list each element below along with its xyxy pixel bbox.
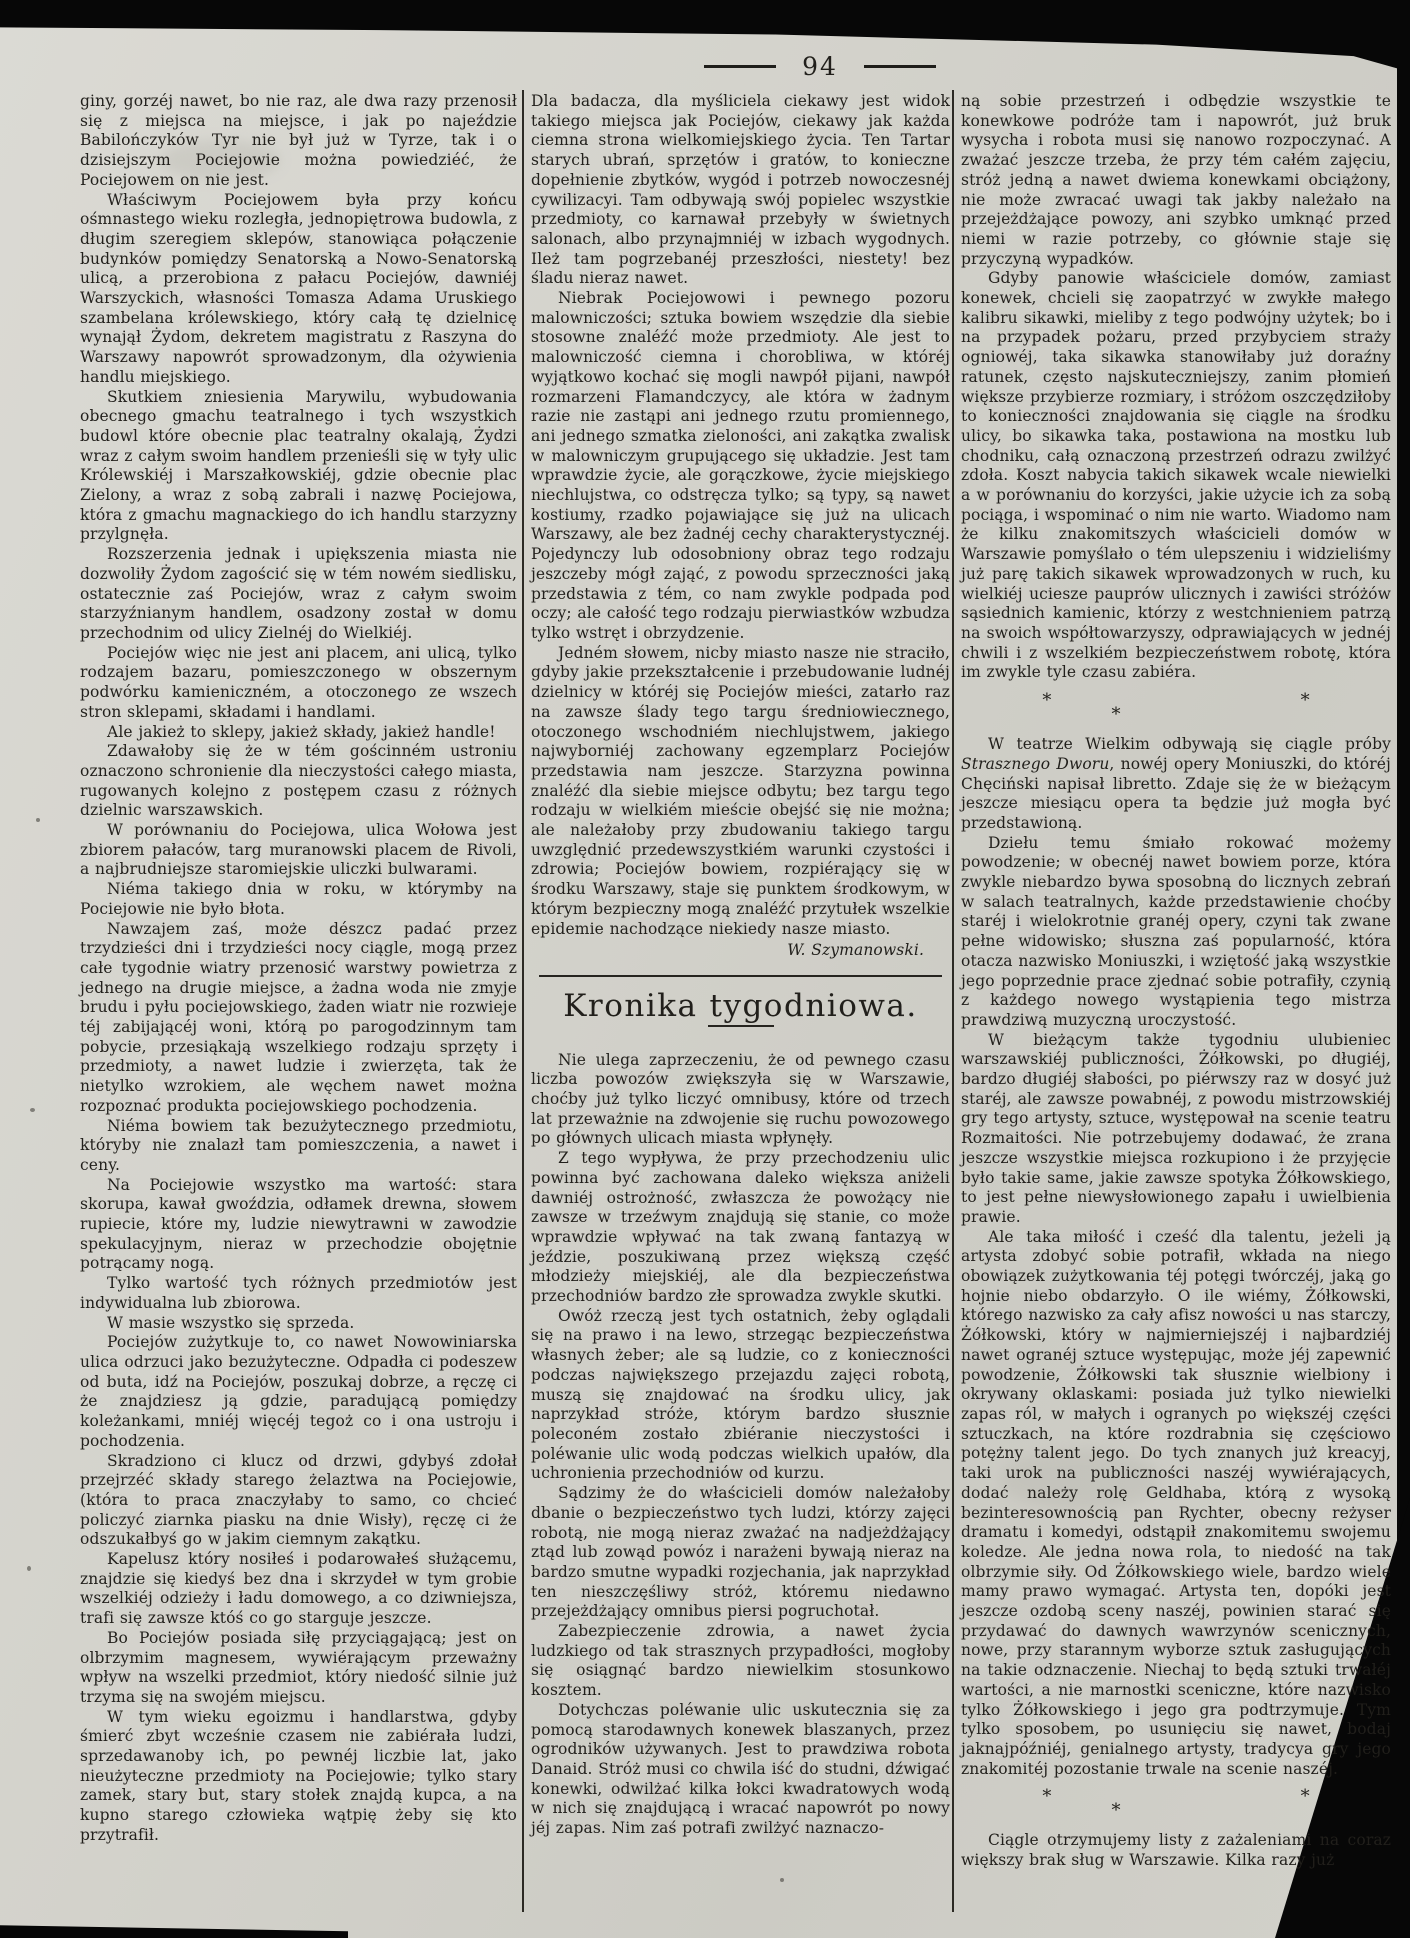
column-3 bbox=[961, 92, 1391, 1871]
paragraph: Pociejów zużytkuje to, co nawet Nowowiniarska ulica odrzuci jako bezużyteczne. Odpadła ci podeszew od buta, idź na Pociejów, poszukaj dobrze, a ręczę ci że znajdziesz ją gdzie, paradującą pomiędzy koleżankami, mniéj więcéj tegoż co i ona ustroju i pochodzenia. bbox=[80, 1333, 517, 1450]
paragraph: Dla badacza, dla myśliciela ciekawy jest widok takiego miejsca jak Pociejów, ciekawy jak każda ciemna strona wielkomiejskiego życia. Ten Tartar starych ubrań, sprzętów i gratów, to konieczne dopełnienie zbytków, wygód i potrzeb nowoczesnéj cywilizacyi. Tam odbywają swój popielec wszystkie przedmioty, co karnawał przebyły w świetnych salonach, albo przynajmniéj w izbach wygodnych. Ileż tam pogrzebanéj przeszłości, niestety! bez śladu nieraz nawet. bbox=[531, 92, 950, 288]
asterisk: * bbox=[1042, 1786, 1052, 1808]
header-dash-right bbox=[864, 65, 936, 68]
column-1 bbox=[80, 92, 517, 1846]
paragraph: W masie wszystko się sprzeda. bbox=[107, 1313, 355, 1332]
asterisk: * bbox=[1300, 690, 1310, 712]
column-rule-1 bbox=[522, 90, 524, 1912]
paragraph: Pociejów więc nie jest ani placem, ani ulicą, tylko rodzajem bazaru, pomieszczonego w obszernym podwórku kamieniczném, a otoczonego ze wszech stron sklepami, składami i handlami. bbox=[80, 643, 517, 721]
asterisk: * bbox=[1111, 1800, 1121, 1822]
section-heading: Kronika tygodniowa. bbox=[563, 987, 918, 1024]
paragraph: Skutkiem zniesienia Marywilu, wybudowania obecnego gmachu teatralnego i tych wszystkich budowl które obecnie plac teatralny okalają, Żydzi wraz z całym swoim handlem przenieśli się w tyły ulic Królewskiéj i Marszałkowskiéj, gdzie obecnie plac Zielony, a wraz z sobą zabrali i nazwę Pociejowa, która z gmachu magnackiego do ich handlu starzyzny przylgnęła. bbox=[80, 387, 517, 544]
paragraph: ną sobie przestrzeń i odbędzie wszystkie te konewkowe podróże tam i napowrót, już bruk wysycha i robota musi się nanowo rozpoczynać. A zważać jeszcze trzeba, że przy tém całém zajęciu, stróż jedną a nawet dwiema konewkami obciążony, nie może zwracać uwagi tak jakby należało na przejeżdżające powozy, ani szybko umknąć przed niemi w razie potrzeby, co głównie staje się przyczyną wypadków. bbox=[961, 92, 1391, 268]
column-2 bbox=[531, 92, 950, 1839]
asterisk: * bbox=[1042, 690, 1052, 712]
page-header bbox=[630, 52, 1010, 81]
paragraph: Skradziono ci klucz od drzwi, gdybyś zdołał przejrzéć składy starego żelaztwa na Pociejowie, (która to praca znaczyłaby to samo, co chcieć policzyć ziarnka piasku na dnie Wisły), ręczę ci że odszukałbyś go w jakim ciemnym zakątku. bbox=[80, 1451, 517, 1549]
paragraph: Sądzimy że do właścicieli domów należałoby dbanie o bezpieczeństwo tych ludzi, którzy zajęci robotą, nie mogą nieraz zważać na nadjeżdżający ztąd lub zowąd powóz i narażeni bywają nieraz na bardzo smutne wypadki rozjechania, jak naprzykład ten nieszczęśliwy stróż, któremu niedawno przejeżdżający omnibus piersi pogruchotał. bbox=[531, 1484, 950, 1621]
paragraph: W porównaniu do Pociejowa, ulica Wołowa jest zbiorem pałaców, targ muranowski placem de Rivoli, a najbrudniejsze staromiejskie uliczki bulwarami. bbox=[80, 821, 517, 879]
paragraph: Bo Pociejów posiada siłę przyciągającą; jest on olbrzymim magnesem, wywiérającym przeważny wpływ na wszelki przedmiot, który niedość silnie już trzyma się na swojém miejscu. bbox=[80, 1628, 517, 1706]
scan-speck bbox=[27, 1566, 31, 1571]
paragraph: Zabezpieczenie zdrowia, a nawet życia ludzkiego od tak strasznych przypadłości, mogłoby się osiągnąć bardzo niewielkim stosunkowo kosztem. bbox=[531, 1622, 950, 1700]
paragraph: Niéma bowiem tak bezużytecznego przedmiotu, któryby nie znalazł tam pomieszczenia, a nawet i ceny. bbox=[80, 1116, 517, 1174]
paragraph: Ale taka miłość i cześć dla talentu, jeżeli ją artysta zdobyć sobie potrafił, wkłada na niego obowiązek zużytkowania téj potęgi twórczéj, jaką go hojnie niebo obdarzyło. O ile wiémy, Żółkowski, którego nazwisko za cały afisz nowości u nas starczy, Żółkowski, który w najmierniejszéj i najbardziéj nawet ogranéj sztuce występując, może jéj zapewnić powodzenie, Żółkowski tak słusznie wielbiony i okrywany oklaskami: posiada już tylko niewielki zapas ról, w małych i ogranych po większéj części sztuczkach, na które rozdrabnia się częściowo potężny talent jego. Do tych znanych już kreacyj, taki urok na publiczności naszéj wywiérających, dodać należy rolę Geldhaba, którą z wysoką bezinteresownością pan Rychter, obecny reżyser dramatu i komedyi, odstąpił znakomitemu swojemu koledze. Ale jedna nowa rola, to niedość na tak olbrzymie siły. Od Żółkowskiego wiele, bardzo wiele mamy prawo wymagać. Artysta ten, dopóki jest jeszcze ozdobą sceny naszéj, powinien starać się przydawać do dawnych wawrzynów scenicznych, nowe, przy starannym wyborze sztuk zasługujących na takie odznaczenie. Niechaj to będą sztuki trwałéj wartości, a nie marnostki sceniczne, które nazwisko tylko Żółkowskiego i jego gra podtrzymuje. Tym tylko sposobem, po usunięciu się nawet, bodaj jaknajpóźniéj, genialnego artysty, tradycya gry jego znakomitéj pozostanie trwale na scenie naszéj. bbox=[961, 1227, 1391, 1778]
column-rule-2 bbox=[952, 90, 954, 1912]
paragraph: Kapelusz który nosiłeś i podarowałeś służącemu, znajdzie się kiedyś bez dna i skrzydeł w tym grobie wszelkiéj odzieży i ładu domowego, a co dziwniejsza, trafi się zawsze któś co go starguje jeszcze. bbox=[80, 1550, 517, 1628]
paragraph: W tym wieku egoizmu i handlarstwa, gdyby śmierć zbyt wcześnie czasem nie zabiérała ludzi, sprzedawanoby ich, po pewnéj liczbie lat, jako nieużyteczne przedmioty na Pociejowie; tylko stary zamek, stary but, stary stołek znajdą kupca, a na kupno starego człowieka wątpię żeby się kto przytrafił. bbox=[80, 1707, 517, 1844]
paragraph: W bieżącym także tygodniu ulubieniec warszawskiéj publiczności, Żółkowski, po długiéj, bardzo długiéj słabości, po piérwszy raz w dosyć już staréj, ale zawsze powabnéj, z powodu mistrzowskiéj gry tego artysty, sztuce, występował na scenie teatru Rozmaitości. Nie potrzebujemy dodawać, że zrana jeszcze wszystkie miejsca rozkupiono i że przyjęcie było takie same, jakie zawsze spotyka Żółkowskiego, to jest pełne niewysłowionego zapału i uwielbienia prawie. bbox=[961, 1030, 1391, 1226]
page-number: 94 bbox=[802, 52, 838, 81]
theatre-news bbox=[961, 735, 1391, 1779]
kronika-body bbox=[531, 1051, 950, 1839]
section-divider-rule bbox=[539, 975, 941, 977]
paragraph: Dotychczas poléwanie ulic uskutecznia się za pomocą starodawnych konewek blaszanych, przez ogrodników używanych. Jest to prawdziwa robota Danaid. Stróż musi co chwila iść do studni, dźwigać konewki, odwilżać kilka łokci kwadratowych wodą w nich się znajdującą i wracać napowrót po nowy jéj zapas. Nim zaś potrafi zwilżyć naznaczo- bbox=[531, 1700, 950, 1838]
asterisk: * bbox=[1300, 1786, 1310, 1808]
asterisk: * bbox=[1111, 704, 1121, 726]
paragraph: Na Pociejowie wszystko ma wartość: stara skorupa, kawał gwoździa, odłamek drewna, słowem rupiecie, które my, ludzie niewytrawni w zawodzie spekulacyjnym, nieraz w przechodzie obojętnie potrącamy nogą. bbox=[80, 1175, 517, 1273]
article-signature: W. Szymanowski. bbox=[787, 941, 924, 960]
paragraph: Gdyby panowie właściciele domów, zamiast konewek, chcieli się zaopatrzyć w zwykłe małego kalibru sikawki, mieliby z tego podwójny użytek; bo i na przypadek pożaru, przed przybyciem straży ogniowéj, taka sikawka stanowiłaby już doraźny ratunek, często najskuteczniejszy, zanim płomień większe przybierze rozmiary, i stróżom oszczędziłoby to konieczności znajdowania się ciągle na środku ulicy, bo sikawka taka, postawiona na mostku lub chodniku, całą oznaczoną przestrzeń odrazu zwilżyć zdoła. Koszt nabycia takich sikawek wcale niewielki a w porównaniu do korzyści, jakie użycie ich za sobą pociąga, i wspominać o nim nie warto. Wiadomo nam że kilku znakomitszych właścicieli domów w Warszawie pomyślało o tém ulepszeniu i widzieliśmy już parę takich sikawek wprowadzonych w ruch, ku wielkiéj uciesze pauprów ulicznych i zawiści stróżów sąsiednich kamienic, którzy z westchnieniem patrzą na swoich współtowarzyszy, odprawiających w jednéj chwili i z wszelkiém bezpieczeństwem robotę, która im zwykle tyle czasu zabiéra. bbox=[961, 269, 1391, 682]
scan-speck bbox=[30, 1108, 35, 1112]
paragraph: Owóż rzeczą jest tych ostatnich, żeby oglądali się na prawo i na lewo, strzegąc bezpieczeństwa własnych żeber; ale są ludzie, co z konieczności podczas największego przejazdu zajęci robotą, muszą się znajdować na środku ulicy, jak naprzykład stróże, którym bardzo słusznie poleconém zostało zbiéranie nieczystości i poléwanie ulic wodą podczas wielkich upałów, dla uchronienia przechodniów od kurzu. bbox=[531, 1306, 950, 1483]
asterisk-separator bbox=[961, 691, 1391, 733]
paragraph: Ciągle otrzymujemy listy z zażaleniami na coraz większy brak sług w Warszawie. Kilka razy już bbox=[961, 1831, 1391, 1870]
paragraph: Ale jakież to sklepy, jakież składy, jakież handle! bbox=[107, 722, 496, 741]
paragraph: Nie ulega zaprzeczeniu, że od pewnego czasu liczba powozów zwiększyła się w Warszawie, choćby już tylko liczyć omnibusy, które od trzech lat przeważnie na zdwojenie się ruchu powozowego po głównych ulicach miasta wpłynęły. bbox=[531, 1050, 950, 1148]
scan-edge-bottom-left bbox=[0, 1923, 348, 1938]
paragraph: Zdawałoby się że w tém gościnném ustroniu oznaczono schronienie dla nieczystości całego miasta, rugowanych kolejno z postępem czasu z różnych dzielnic warszawskich. bbox=[80, 742, 517, 820]
paragraph: Niéma takiego dnia w roku, w którymby na Pociejowie nie było błota. bbox=[80, 880, 517, 918]
article-ending bbox=[531, 92, 950, 939]
asterisk-separator bbox=[961, 1787, 1391, 1829]
paragraph: Właściwym Pociejowem była przy końcu ośmnastego wieku rozległa, jednopiętrowa budowla, z długim szeregiem sklepów, stanowiąca połączenie budynków pomiędzy Senatorską a Nowo-Senatorską ulicą, a przerobiona z pałacu Pociejów, dawniéj Warszyckich, własności Tomasza Adama Uruskiego szambelana królewskiego, który całą tę dzielnicę wynajął Żydom, dekretem magistratu z Raszyna do Warszawy napowrót sprowadzonym, dla ożywienia handlu miejskiego. bbox=[80, 190, 517, 386]
scan-speck bbox=[780, 1878, 784, 1882]
paragraph: Nawzajem zaś, może dészcz padać przez trzydzieści dni i trzydzieści nocy ciągle, mogą przez całe tygodnie wiatry przenosić warstwy powietrza z jednego na drugie miejsce, a żadna woda nie zmyje brudu i pyłu pociejowskiego, żaden wiatr nie rozwieje téj zabijającéj woni, którą po parogodzinnym tam pobycie, przesiąkają wszelkiego rodzaju sprzęty i przedmioty, a nawet ludzie i zwierzęta, tak że nietylko wzrokiem, ale węchem nawet można rozpoznać produkta pociejowskiego pochodzenia. bbox=[80, 919, 517, 1115]
servants-complaints bbox=[961, 1831, 1391, 1870]
paragraph: W teatrze Wielkim odbywają się ciągle próby Strasznego Dworu, nowéj opery Moniuszki, do któréj Chęciński napisał libretto. Zdaje się że w bieżącym jeszcze miesiącu opera ta będzie już mogła być przedstawioną. bbox=[961, 735, 1391, 832]
paragraph: Dziełu temu śmiało rokować możemy powodzenie; w obecnéj nawet bowiem porze, która zwykle niebardzo bywa sposobną do licznych zebrań w salach teatralnych, każde przedstawienie choćby staréj i wielokrotnie granéj opery, czyni tak zwane pełne widowisko; słuszna zaś popularność, która otacza nazwisko Moniuszki, i wziętość jaką wszystkie jego poprzednie prace zjednać sobie potrafiły, czynią z każdego nowego wystąpienia tego mistrza prawdziwą muzyczną uroczystość. bbox=[961, 833, 1391, 1029]
paragraph: Z tego wypływa, że przy przechodzeniu ulic powinna być zachowana daleko większa aniżeli dawniéj ostrożność, zwłaszcza że powożący nie zawsze w trzeźwym znajdują się stanie, co może wprawdzie wpływać na tak zwaną fantazyą w jeździe, poszukiwaną przez większą część młodzieży miejskiéj, ale dla bezpieczeństwa przechodniów bardzo złe sprowadza zwykle skutki. bbox=[531, 1149, 950, 1306]
scan-speck bbox=[36, 818, 40, 822]
paragraph: Jedném słowem, nicby miasto nasze nie straciło, gdyby jakie przekształcenie i przebudowanie ludnéj dzielnicy w któréj się Pociejów mieści, zatarło raz na zawsze ślady tego targu średniowiecznego, otoczonego wschodniém niechlujstwem, jakiego najwyborniéj zachowany egzemplarz Pociejów przedstawia nam jeszcze. Starzyzna powinna znaléźć dla siebie miejsce odbytu; bez targu tego rodzaju w wielkiém mieście obejść się nie można; ale należałoby przy zbudowaniu takiego targu uwzględnić przedewszystkiém warunki czystości i zdrowia; Pociejów bowiem, rozpiérający się w środku Warszawy, staje się punktem środkowym, w którym bezpieczny mogą znaléźć przytułek wszelkie epidemie nachodzące niekiedy nasze miasto. bbox=[531, 643, 950, 938]
paragraph: Rozszerzenia jednak i upiększenia miasta nie dozwoliły Żydom zagościć się w tém nowém siedlisku, ostatecznie zaś Pociejów, wraz z całym swoim starzyźnianym handlem, osadzony został w domu przechodnim od ulicy Zielnéj do Wielkiéj. bbox=[80, 545, 517, 642]
paragraph: Tylko wartość tych różnych przedmiotów jest indywidualna lub zbiorowa. bbox=[80, 1274, 517, 1312]
paragraph: Niebrak Pociejowowi i pewnego pozoru malowniczości; sztuka bowiem wszędzie dla siebie stosowne znaléźć może przedmioty. Ale jest to malowniczość ciemna i chorobliwa, w któréj wyjątkowo kochać się mogli nawpół pijani, nawpół rozmarzeni Flamandczycy, ale która w żadnym razie nie zastąpi ani jednego rzutu promiennego, ani jednego szmatka zieloności, ani zakątka zwalisk w malowniczym grupującego się układzie. Jest tam wprawdzie życie, ale gorączkowe, życie miejskiego niechlujstwa, co odstręcza tylko; są typy, są nawet kostiumy, rzadko pojawiające się już na ulicach Warszawy, ale bez żadnéj cechy charakterystycznéj. Pojedynczy lub odosobniony obraz tego rodzaju jeszczeby mógł zająć, z powodu sprzeczności jaką przedstawia z tém, co nam zwykle podpada pod oczy; ale całość tego rodzaju pierwiastków wzbudza tylko wstręt i obrzydzenie. bbox=[531, 289, 950, 642]
kronika-continued bbox=[961, 92, 1391, 683]
header-dash-left bbox=[704, 65, 776, 68]
heading-underline-rule bbox=[708, 1025, 774, 1027]
paragraph: giny, gorzéj nawet, bo nie raz, ale dwa razy przenosił się z miejsca na miejsce, i jak po najeździe Babilończyków Tyr nie był już w Tyrze, tak i o dzisiejszym Pociejowie można powiedziéć, że Pociejowem on nie jest. bbox=[80, 92, 517, 189]
